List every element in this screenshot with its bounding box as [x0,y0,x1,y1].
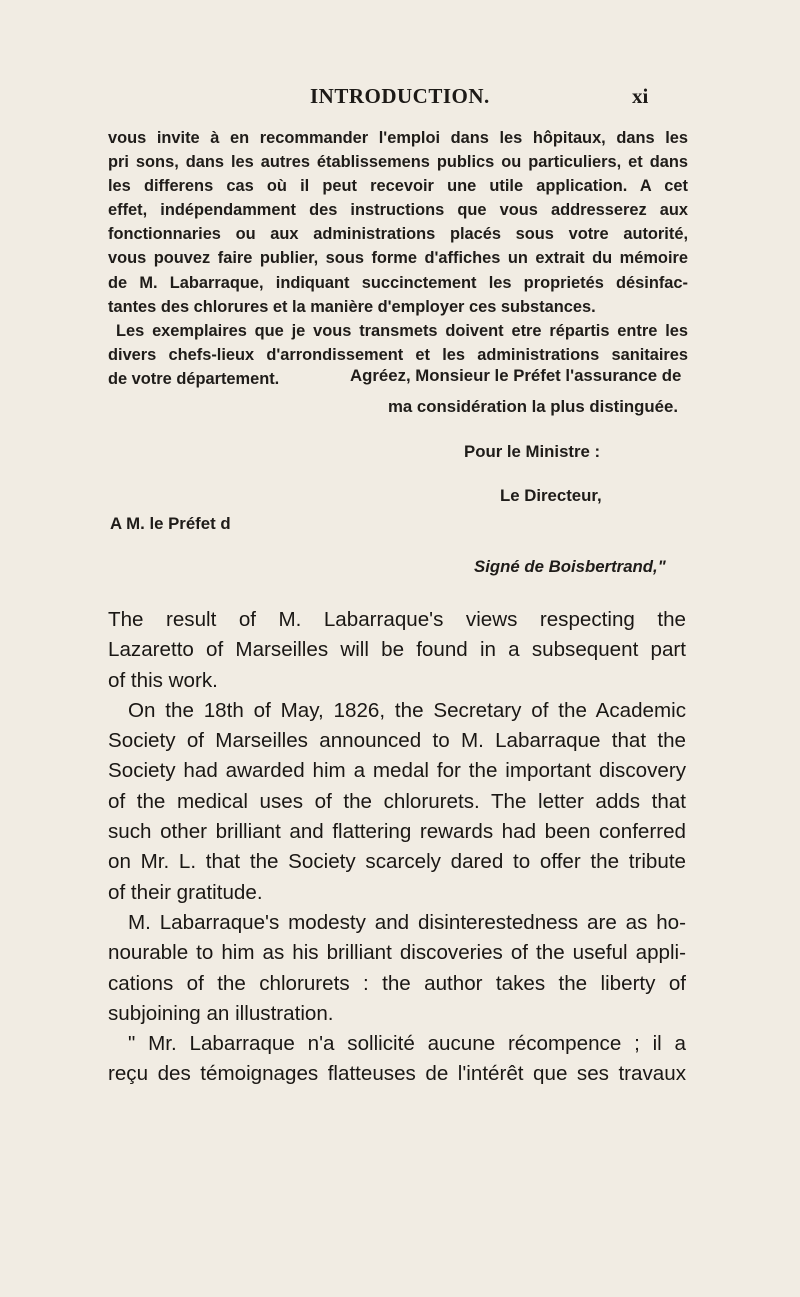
english-line: nourable to him as his brilliant discoveries of the useful appli- [108,941,686,965]
english-line: such other brilliant and flattering rewards had been conferred [108,820,686,844]
english-line: Lazaretto of Marseilles will be found in a subsequent part [108,638,686,662]
french-line: pri sons, dans les autres établissemens publics ou particuliers, et dans [108,153,688,172]
english-body [108,605,686,1090]
french-line: vous pouvez faire publier, sous forme d'affiches un extrait du mémoire [108,249,688,268]
page-header [0,84,800,114]
english-line: M. Labarraque's modesty and disinterestedness are as ho- [128,910,686,934]
running-title: INTRODUCTION. [310,84,490,108]
french-line: Les exemplaires que je vous transmets doivent etre répartis entre les [116,321,688,340]
english-line: of the medical uses of the chlorurets. The letter adds that [108,789,686,813]
french-line: les differens cas où il peut recevoir une utile application. A cet [108,177,688,196]
english-line: The result of M. Labarraque's views respecting the [108,608,686,631]
french-line: tantes des chlorures et la manière d'employer ces substances. [108,297,596,316]
english-line: cations of the chlorurets : the author takes the liberty of [108,971,686,995]
closing-salutation-2: ma considération la plus distinguée. [388,397,679,416]
french-line: effet, indépendamment des instructions que vous addresserez aux [108,201,688,220]
page-number: xi [632,84,649,108]
english-line: Society had awarded him a medal for the important discovery [108,759,686,783]
french-line: vous invite à en recommander l'emploi dans les hôpitaux, dans les [108,129,688,147]
closing-salutation-1: Agréez, Monsieur le Préfet l'assurance de [350,366,682,385]
english-line: On the 18th of May, 1826, the Secretary of the Academic [128,698,686,722]
english-line: Society of Marseilles announced to M. Labarraque that the [108,729,686,753]
english-line: on Mr. L. that the Society scarcely dared to offer the tribute [108,850,686,874]
french-line: fonctionnaries ou aux administrations placés sous votre autorité, [108,225,688,244]
english-line: reçu des témoignages flatteuses de l'intérêt que ses travaux [108,1062,686,1086]
le-directeur: Le Directeur, [500,486,602,505]
addressee: A M. le Préfet d [110,514,231,533]
french-line: de M. Labarraque, indiquant succinctement les proprietés désinfac- [108,273,688,292]
english-line: subjoining an illustration. [108,1001,334,1025]
signature: Signé de Boisbertrand," [474,557,666,576]
english-line: of their gratitude. [108,880,263,904]
french-line: de votre département. [108,369,280,388]
french-letter-body [108,126,688,391]
english-line: " Mr. Labarraque n'a sollicité aucune récompence ; il a [128,1032,686,1056]
pour-le-ministre: Pour le Ministre : [464,442,601,461]
english-line: of this work. [108,668,218,692]
french-line: divers chefs-lieux d'arrondissement et les administrations sanitaires [108,345,688,364]
